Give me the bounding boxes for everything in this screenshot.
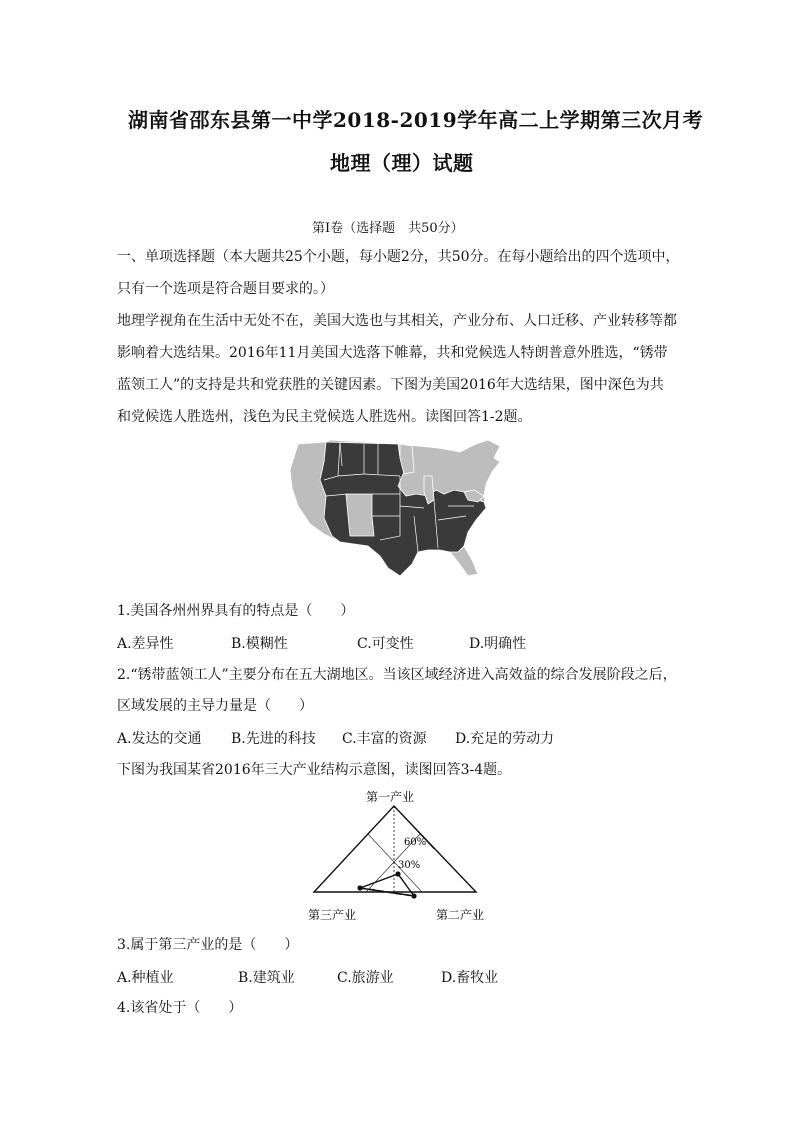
- question-4-stem: 4.该省处于（ ）: [117, 1000, 243, 1016]
- page-title: 湖南省邵东县第一中学2018-2019学年高二上学期第三次月考: [128, 108, 704, 132]
- q3-option-d[interactable]: D.畜牧业: [441, 970, 499, 986]
- page-subtitle: 地理（理）试题: [330, 151, 474, 175]
- q3-option-b[interactable]: B.建筑业: [238, 970, 295, 986]
- passage1-line-3: 蓝领工人”的支持是共和党获胜的关键因素。下图为美国2016年大选结果，图中深色为共: [117, 377, 664, 393]
- passage1-line-4: 和党候选人胜选州，浅色为民主党候选人胜选州。读图回答1-2题。: [117, 409, 532, 425]
- q3-option-a[interactable]: A.种植业: [117, 970, 174, 986]
- passage1-line-1: 地理学视角在生活中无处不在，美国大选也与其相关，产业分布、人口迁移、产业转移等都: [117, 313, 677, 329]
- passage1-line-2: 影响着大选结果。2016年11月美国大选落下帷幕，共和党候选人特朗普意外胜选，“锈带: [117, 345, 668, 361]
- tick-label-60: 60%: [404, 837, 427, 848]
- vertex-label-primary: 第一产业: [366, 790, 415, 804]
- passage2-text: 下图为我国某省2016年三大产业结构示意图，读图回答3-4题。: [117, 762, 512, 778]
- q2-option-c[interactable]: C.丰富的资源: [342, 731, 427, 747]
- q1-option-b[interactable]: B.模糊性: [231, 636, 288, 652]
- vertex-label-tertiary: 第三产业: [308, 908, 357, 922]
- q2-option-b[interactable]: B.先进的科技: [231, 731, 316, 747]
- q1-option-a[interactable]: A.差异性: [117, 636, 174, 652]
- instructions-line-2: 只有一个选项是符合题目要求的。）: [117, 281, 334, 297]
- question-2-stem-line-1: 2.“锈带蓝领工人”主要分布在五大湖地区。当该区域经济进入高效益的综合发展阶段之后，: [117, 667, 677, 683]
- point-tertiary: [357, 885, 362, 890]
- q3-option-c[interactable]: C.旅游业: [337, 970, 394, 986]
- point-primary: [395, 871, 400, 876]
- q1-option-d[interactable]: D.明确性: [469, 636, 527, 652]
- question-3-stem: 3.属于第三产业的是（ ）: [117, 937, 299, 953]
- industry-structure-triangle: [300, 788, 500, 928]
- tick-label-30: 30%: [398, 860, 421, 871]
- question-2-stem-line-2: 区域发展的主导力量是（ ）: [117, 698, 313, 714]
- q1-option-c[interactable]: C.可变性: [357, 636, 414, 652]
- instructions-line-1: 一、单项选择题（本大题共25个小题，每小题2分，共50分。在每小题给出的四个选项中，: [117, 249, 680, 265]
- q2-option-d[interactable]: D.充足的劳动力: [455, 731, 555, 747]
- section-heading: 第Ⅰ卷（选择题 共50分）: [312, 221, 464, 236]
- question-1-stem: 1.美国各州州界具有的特点是（ ）: [117, 603, 355, 619]
- q2-option-a[interactable]: A.发达的交通: [117, 731, 202, 747]
- vertex-label-secondary: 第二产业: [436, 908, 485, 922]
- point-secondary: [411, 893, 416, 898]
- us-election-map: [288, 436, 510, 580]
